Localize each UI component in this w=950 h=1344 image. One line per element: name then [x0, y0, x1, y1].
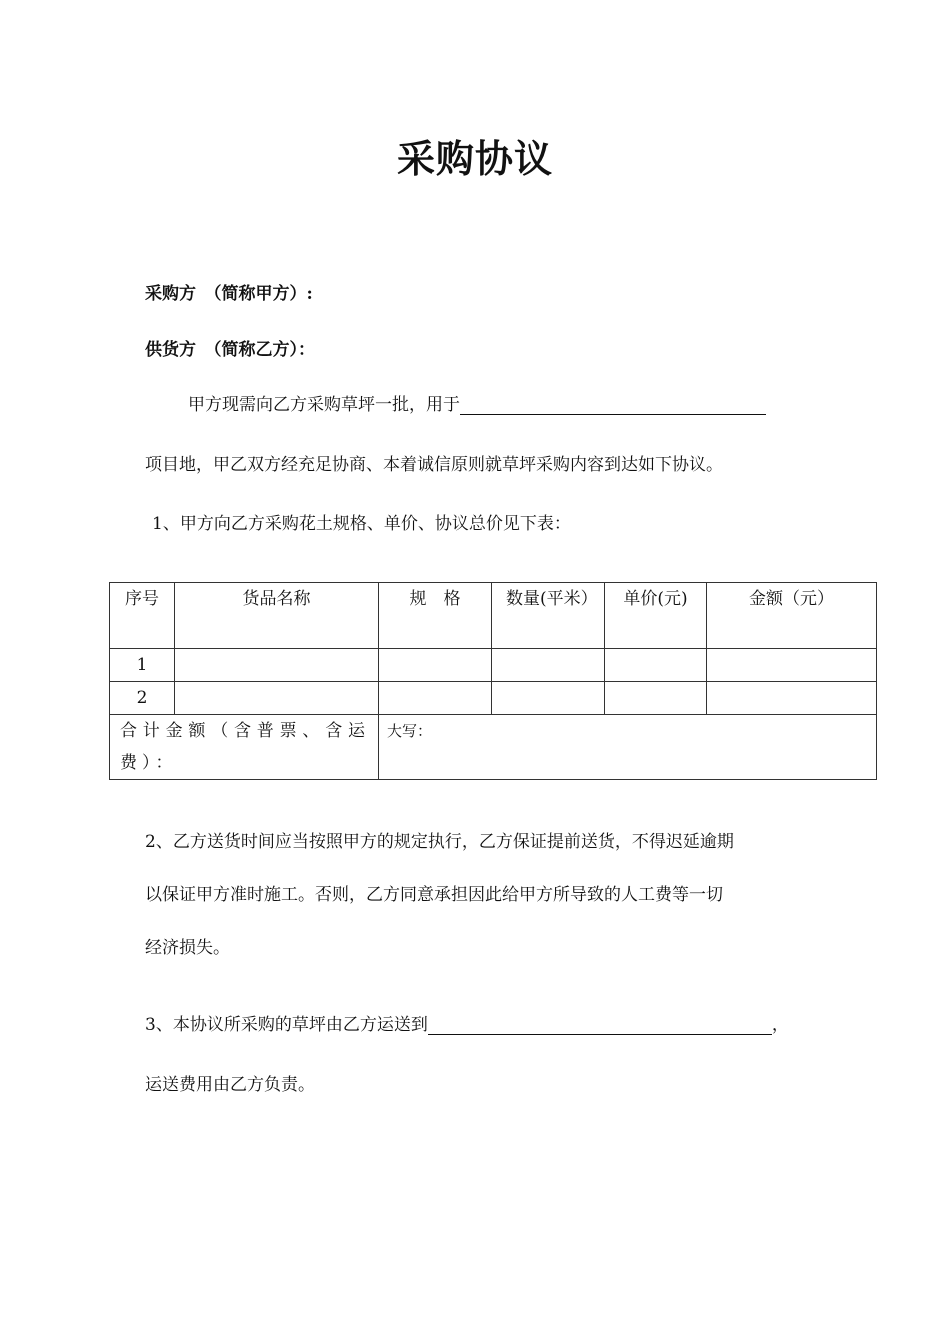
- intro-text: 甲方现需向乙方采购草坪一批，用于: [188, 395, 460, 415]
- row-amount[interactable]: [707, 682, 877, 715]
- row-price[interactable]: [605, 682, 707, 715]
- row-seq: 2: [110, 682, 175, 715]
- table-header-row: [110, 583, 877, 649]
- intro-line-1: [188, 390, 766, 415]
- total-daxie[interactable]: 大写：: [379, 715, 877, 780]
- project-site-blank: [460, 396, 766, 415]
- row-qty[interactable]: [492, 682, 605, 715]
- row-spec[interactable]: [379, 682, 492, 715]
- total-label: 合计金额（含普票、含运费）：: [110, 715, 379, 780]
- supplier-label: 供货方 （简称乙方）：: [145, 340, 315, 360]
- buyer-label: 采购方 （简称甲方）:: [145, 284, 313, 304]
- clause-3-comma: ，: [771, 1015, 789, 1035]
- clause-3-line-1: [145, 1010, 789, 1035]
- row-price[interactable]: [605, 649, 707, 682]
- row-qty[interactable]: [492, 649, 605, 682]
- clause-3-text: 3、本协议所采购的草坪由乙方运送到: [145, 1015, 428, 1035]
- header-name: 货品名称: [175, 583, 379, 649]
- clause-2-line-2: 以保证甲方准时施工。否则，乙方同意承担因此给甲方所导致的人工费等一切: [145, 885, 723, 905]
- header-price: 单价(元): [605, 583, 707, 649]
- table-total-row: [110, 715, 877, 780]
- clause-2-line-3: 经济损失。: [145, 938, 230, 958]
- header-qty: 数量(平米）: [492, 583, 605, 649]
- table-row: [110, 682, 877, 715]
- row-amount[interactable]: [707, 649, 877, 682]
- row-seq: 1: [110, 649, 175, 682]
- document-title: 采购协议: [396, 136, 553, 181]
- intro-line-2: 项目地，甲乙双方经充足协商、本着诚信原则就草坪采购内容到达如下协议。: [145, 455, 723, 475]
- clause-1: 1、甲方向乙方采购花土规格、单价、协议总价见下表：: [152, 514, 571, 534]
- row-name[interactable]: [175, 649, 379, 682]
- header-amount: 金额（元）: [707, 583, 877, 649]
- row-spec[interactable]: [379, 649, 492, 682]
- clause-3-line-2: 运送费用由乙方负责。: [145, 1075, 315, 1095]
- row-name[interactable]: [175, 682, 379, 715]
- table-row: [110, 649, 877, 682]
- clause-2-line-1: 2、乙方送货时间应当按照甲方的规定执行，乙方保证提前送货，不得迟延逾期: [145, 832, 734, 852]
- goods-table: [109, 582, 877, 780]
- header-seq: 序号: [110, 583, 175, 649]
- delivery-destination-blank: [428, 1016, 772, 1035]
- header-spec: 规 格: [379, 583, 492, 649]
